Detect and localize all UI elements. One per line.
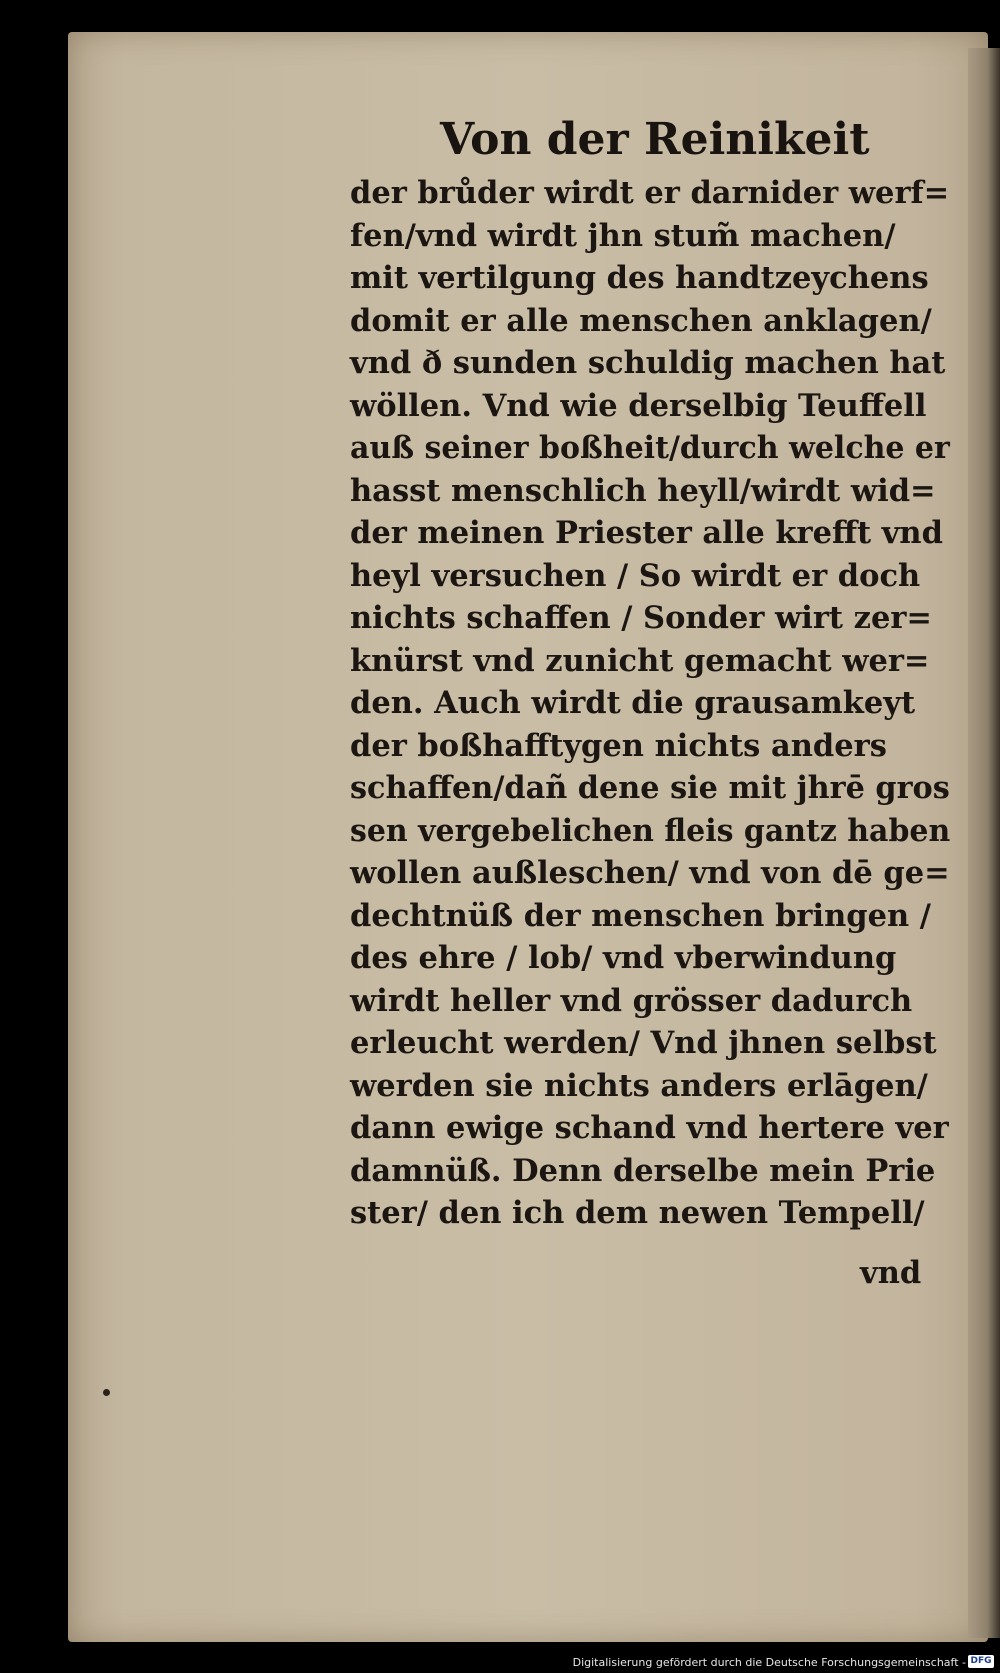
funding-credit: Digitalisierung gefördert durch die Deutsche Forschungsgemeinschaft - (572, 1656, 966, 1669)
text-line: auß seiner boßheit/durch welche er (350, 430, 950, 466)
text-line: wollen außleschen/ vnd von dē ge= (350, 855, 950, 891)
text-line: sen vergebelichen fleis gantz haben (350, 812, 951, 849)
text-line: den. Auch wirdt die grausamkeyt (350, 685, 916, 721)
text-line: der brůder wirdt er darnider werf= (350, 175, 950, 211)
text-line: wöllen. Vnd wie derselbig Teuffell (350, 387, 927, 424)
text-line: ster/ den ich dem newen Tempell/ (350, 1195, 925, 1231)
body-text (350, 172, 950, 1235)
text-line: nichts schaffen / Sonder wirt zer= (350, 600, 932, 636)
text-line: werden sie nichts anders erlāgen/ (350, 1067, 928, 1104)
text-line: erleucht werden/ Vnd jhnen selbst (350, 1025, 937, 1061)
text-line: damnüß. Denn derselbe mein Prie (350, 1152, 936, 1189)
dfg-logo: DFG (968, 1655, 994, 1668)
text-line: der meinen Priester alle krefft vnd (350, 515, 943, 551)
text-line: wirdt heller vnd grösser dadurch (350, 982, 913, 1019)
catchword: vnd (860, 1255, 922, 1291)
page-edge (968, 48, 1000, 1638)
text-line: hasst menschlich heyll/wirdt wid= (350, 472, 936, 509)
text-line: vnd ð sunden schuldig machen hat (350, 345, 946, 381)
text-line: domit er alle menschen anklagen/ (350, 302, 932, 339)
text-line: der boßhafftygen nichts anders (350, 727, 887, 764)
text-line: mit vertilgung des handtzeychens (350, 260, 929, 296)
running-head: Von der Reinikeit (440, 114, 870, 165)
text-line: fen/vnd wirdt jhn stum̃ machen/ (350, 217, 896, 254)
text-line: dann ewige schand vnd hertere ver (350, 1110, 949, 1146)
ink-spot (103, 1389, 110, 1396)
text-line: dechtnüß der menschen bringen / (350, 897, 931, 934)
text-line: schaffen/dañ dene sie mit jhrē gros (350, 770, 950, 806)
text-line: knürst vnd zunicht gemacht wer= (350, 642, 930, 679)
text-line: heyl versuchen / So wirdt er doch (350, 557, 921, 594)
text-line: des ehre / lob/ vnd vberwindung (350, 940, 897, 976)
